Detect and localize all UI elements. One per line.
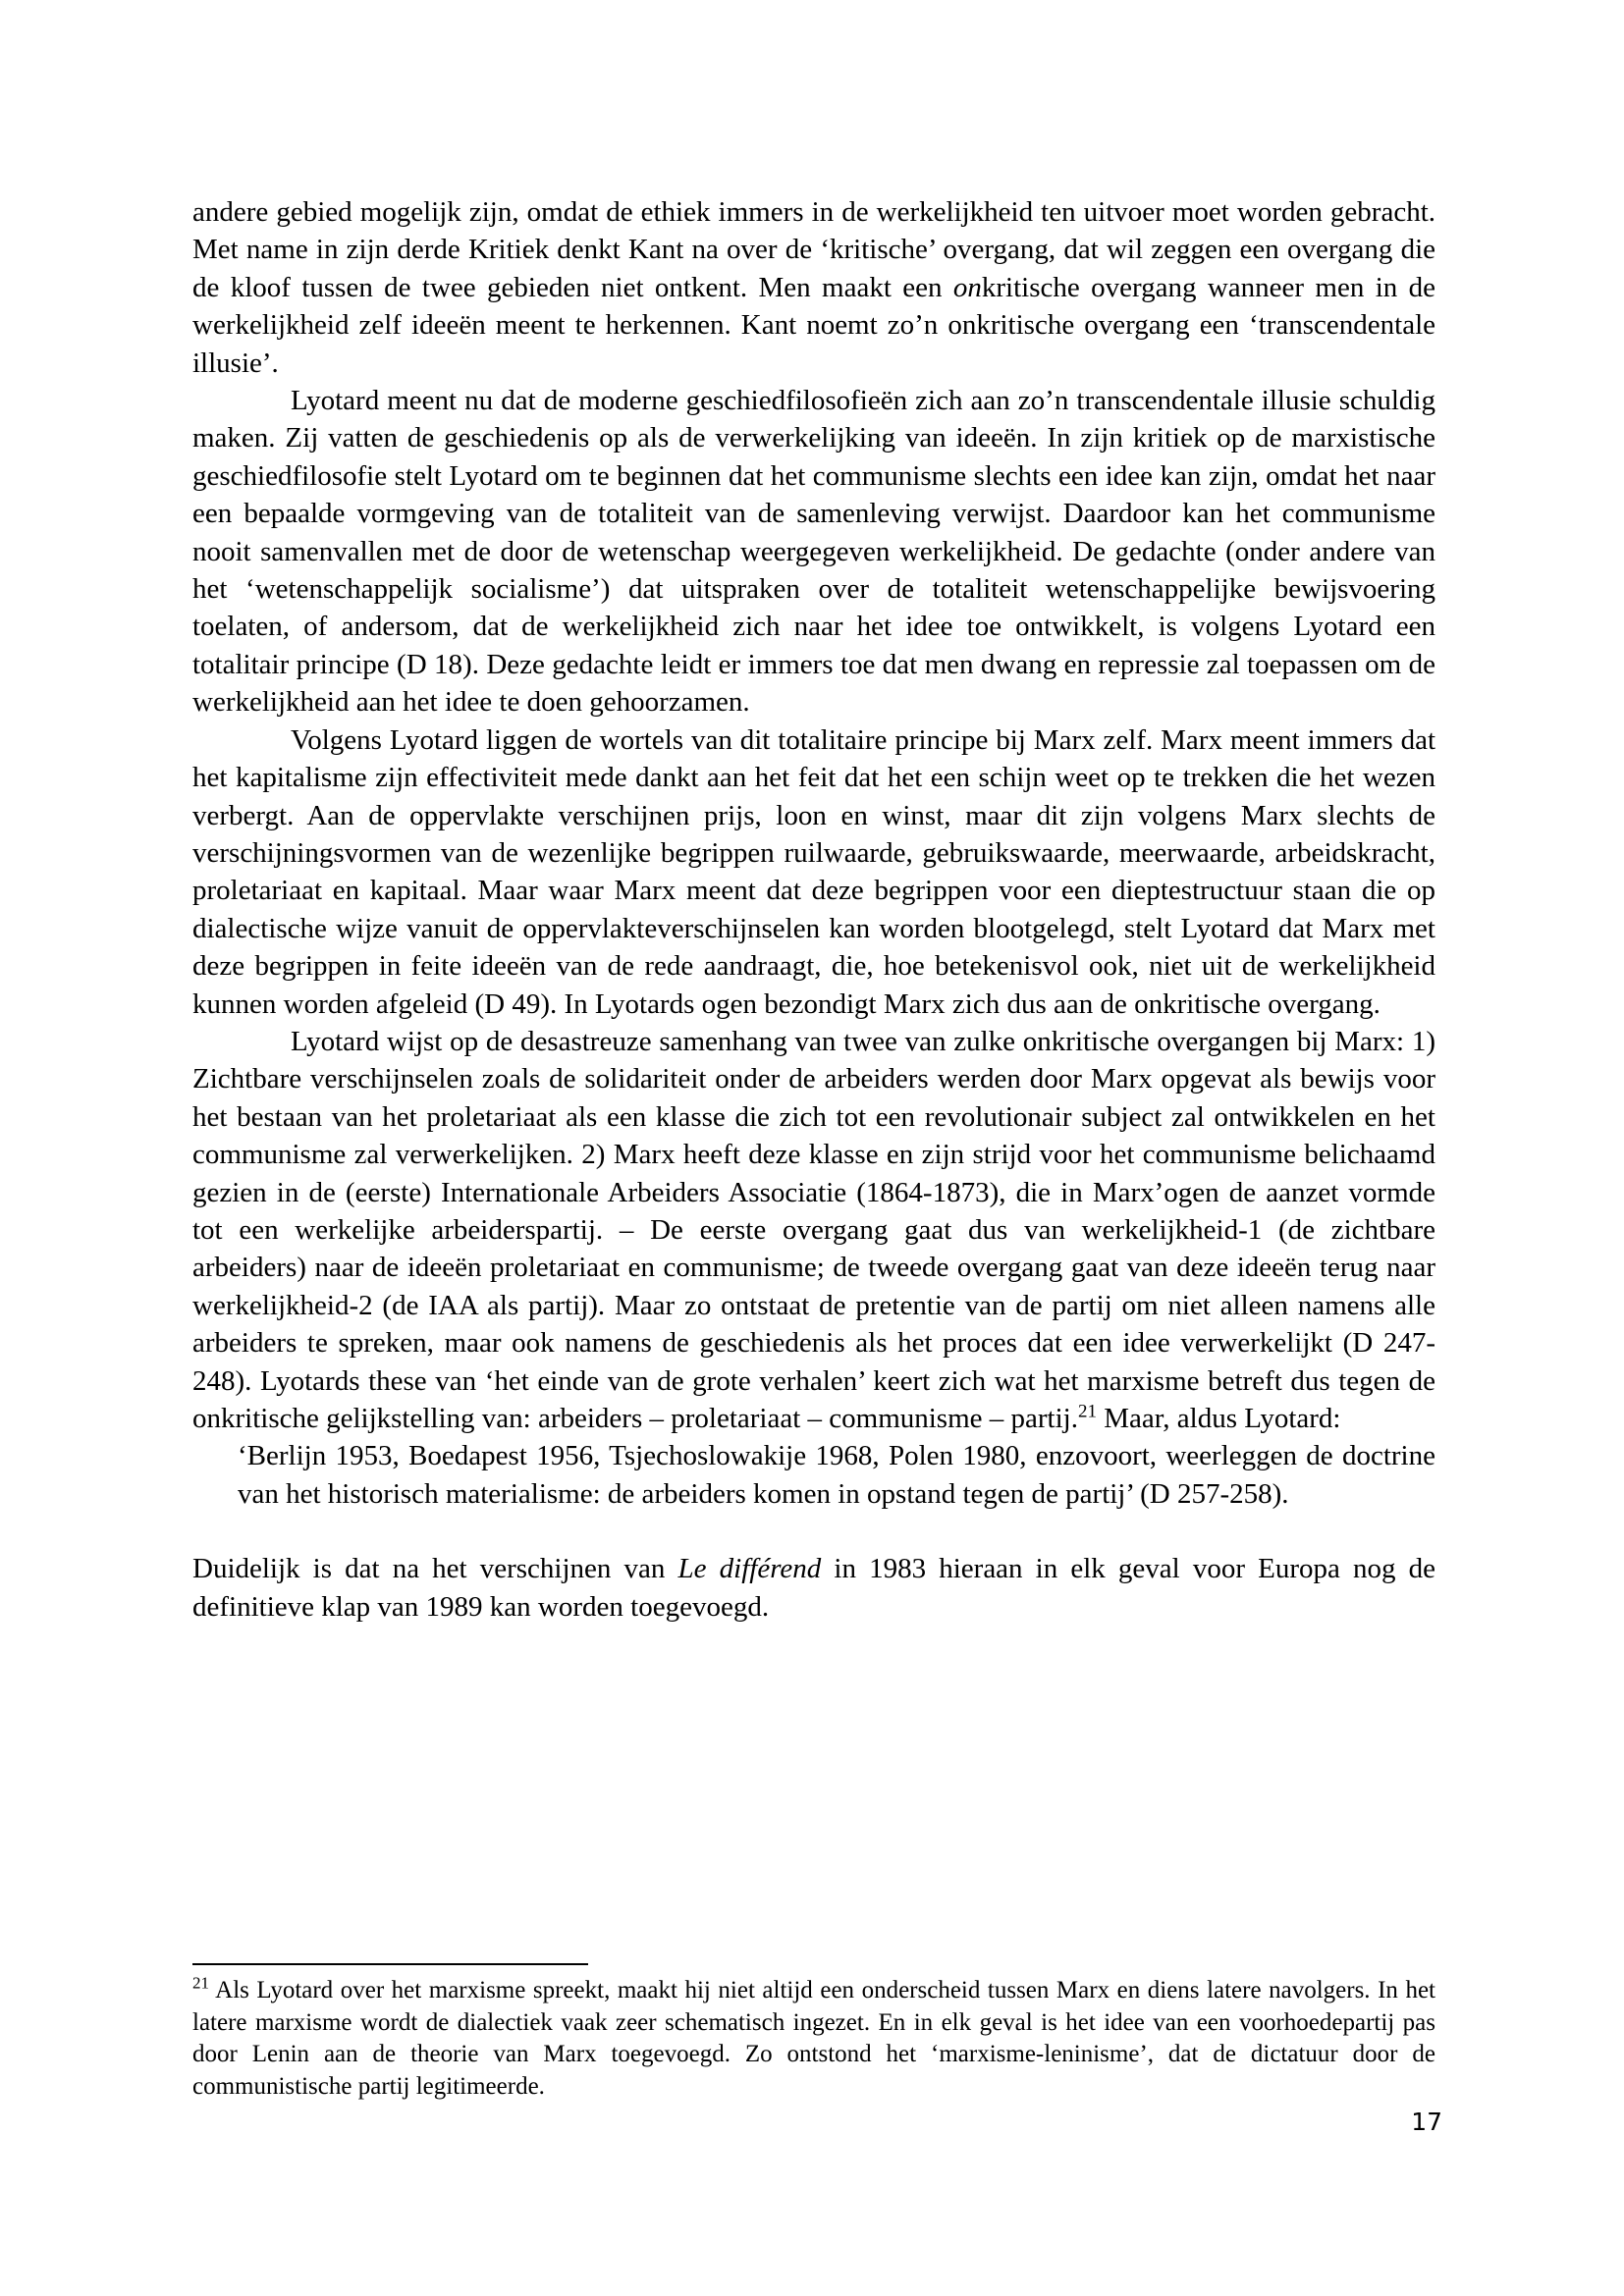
paragraph-3: Volgens Lyotard liggen de wortels van dit totalitaire principe bij Marx zelf. Marx meent immers dat het kapitalisme zijn effectiviteit mede dankt aan het feit dat het een schijn weet op te trekken die het wezen verbergt. Aan de oppervlakte verschijnen prijs, loon en winst, maar dit zijn volgens Marx slechts de verschijningsvormen van de wezenlijke begrippen ruilwaarde, gebruikswaarde, meerwaarde, arbeidskracht, proletariaat en kapitaal. Maar waar Marx meent dat deze begrippen voor een dieptestructuur staan die op dialectische wijze vanuit de oppervlakteverschijnselen kan worden blootgelegd, stelt Lyotard dat Marx met deze begrippen in feite ideeën van de rede aandraagt, die, hoe betekenisvol ook, niet uit de werkelijkheid kunnen worden afgeleid (D 49). In Lyotards ogen bezondigt Marx zich dus aan de onkritische overgang. xyxy=(192,723,1435,1020)
paragraph-1: andere gebied mogelijk zijn, omdat de ethiek immers in de werkelijkheid ten uitvoer moet worden gebracht. Met name in zijn derde Kritiek denkt Kant na over de ‘kritische’ overgang, dat wil zeggen een overgang die de kloof tussen de twee gebieden niet ontkent. Men maakt een onkritische overgang wanneer men in de werkelijkheid zelf ideeën meent te herkennen. Kant noemt zo’n onkritische overgang een ‘transcendentale illusie’. xyxy=(192,196,1435,379)
body-text xyxy=(192,193,1435,1626)
paragraph-5: Duidelijk is dat na het verschijnen van Le différend in 1983 hieraan in elk geval voor Europa nog de definitieve klap van 1989 kan worden toegevoegd. xyxy=(192,1553,1435,1623)
footnote-number: 21 xyxy=(192,1973,209,1993)
page-number: 17 xyxy=(1411,2108,1442,2136)
paragraph-2: Lyotard meent nu dat de moderne geschiedfilosofieën zich aan zo’n transcendentale illusie schuldig maken. Zij vatten de geschiedenis op als de verwerkelijking van ideeën. In zijn kritiek op de marxistische geschiedfilosofie stelt Lyotard om te beginnen dat het communisme slechts een idee kan zijn, omdat het naar een bepaalde vormgeving van de totaliteit van de samenleving verwijst. Daardoor kan het communisme nooit samenvallen met de door de wetenschap weergegeven werkelijkheid. De gedachte (onder andere van het ‘wetenschappelijk socialisme’) dat uitspraken over de totaliteit wetenschappelijke bewijsvoering toelaten, of andersom, dat de werkelijkheid zich naar het idee toe ontwikkelt, is volgens Lyotard een totalitair principe (D 18). Deze gedachte leidt er immers toe dat men dwang en repressie zal toepassen om de werkelijkheid aan het idee te doen gehoorzamen. xyxy=(192,385,1435,719)
book-title-le-differend: Le différend xyxy=(677,1553,822,1585)
emphasis-on: on xyxy=(952,271,982,303)
paragraph-4: Lyotard wijst op de desastreuze samenhang van twee van zulke onkritische overgangen bij Marx: 1) Zichtbare verschijnselen zoals de solidariteit onder de arbeiders werden door Marx opgevat als bewijs voor het bestaan van het proletariaat als een klasse die zich tot een revolutionair subject zal ontwikkelen en het communisme zal verwerkelijken. 2) Marx heeft deze klasse en zijn strijd voor het communisme belichaamd gezien in de (eerste) Internationale Arbeiders Associatie (1864-1873), die in Marx’ogen de aanzet vormde tot een werkelijke arbeiderspartij. – De eerste overgang gaat dus van werkelijkheid-1 (de zichtbare arbeiders) naar de ideeën proletariaat en communisme; de tweede overgang gaat van deze ideeën terug naar werkelijkheid-2 (de IAA als partij). Maar zo ontstaat de pretentie van de partij om niet alleen namens alle arbeiders te spreken, maar ook namens de geschiedenis als het proces dat een idee verwerkelijkt (D 247-248). Lyotards these van ‘het einde van de grote verhalen’ keert zich wat het marxisme betreft dus tegen de onkritische gelijkstelling van: arbeiders – proletariaat – communisme – partij.$^{21}$ Maar, aldus Lyotard: xyxy=(192,1025,1435,1434)
block-quote: ‘Berlijn 1953, Boedapest 1956, Tsjechoslowakije 1968, Polen 1980, enzovoort, weerleggen de doctrine van het historisch materialisme: de arbeiders komen in opstand tegen de partij’ (D 257-258). xyxy=(238,1440,1435,1510)
footnote-text: Als Lyotard over het marxisme spreekt, maakt hij niet altijd een onderscheid tussen Marx en diens latere navolgers. In het latere marxisme wordt de dialectiek vaak zeer schematisch ingezet. En in elk geval is het idee van een voorhoedepartij pas door Lenin aan de theorie van Marx toegevoegd. Zo ontstond het ‘marxisme-leninisme’, dat de dictatuur door de communistische partij legitimeerde. xyxy=(192,1977,1435,2100)
footnote-separator xyxy=(192,1963,588,1965)
footnote-21 xyxy=(192,1975,1435,2103)
footnote-reference[interactable]: 21 xyxy=(1077,1401,1097,1422)
